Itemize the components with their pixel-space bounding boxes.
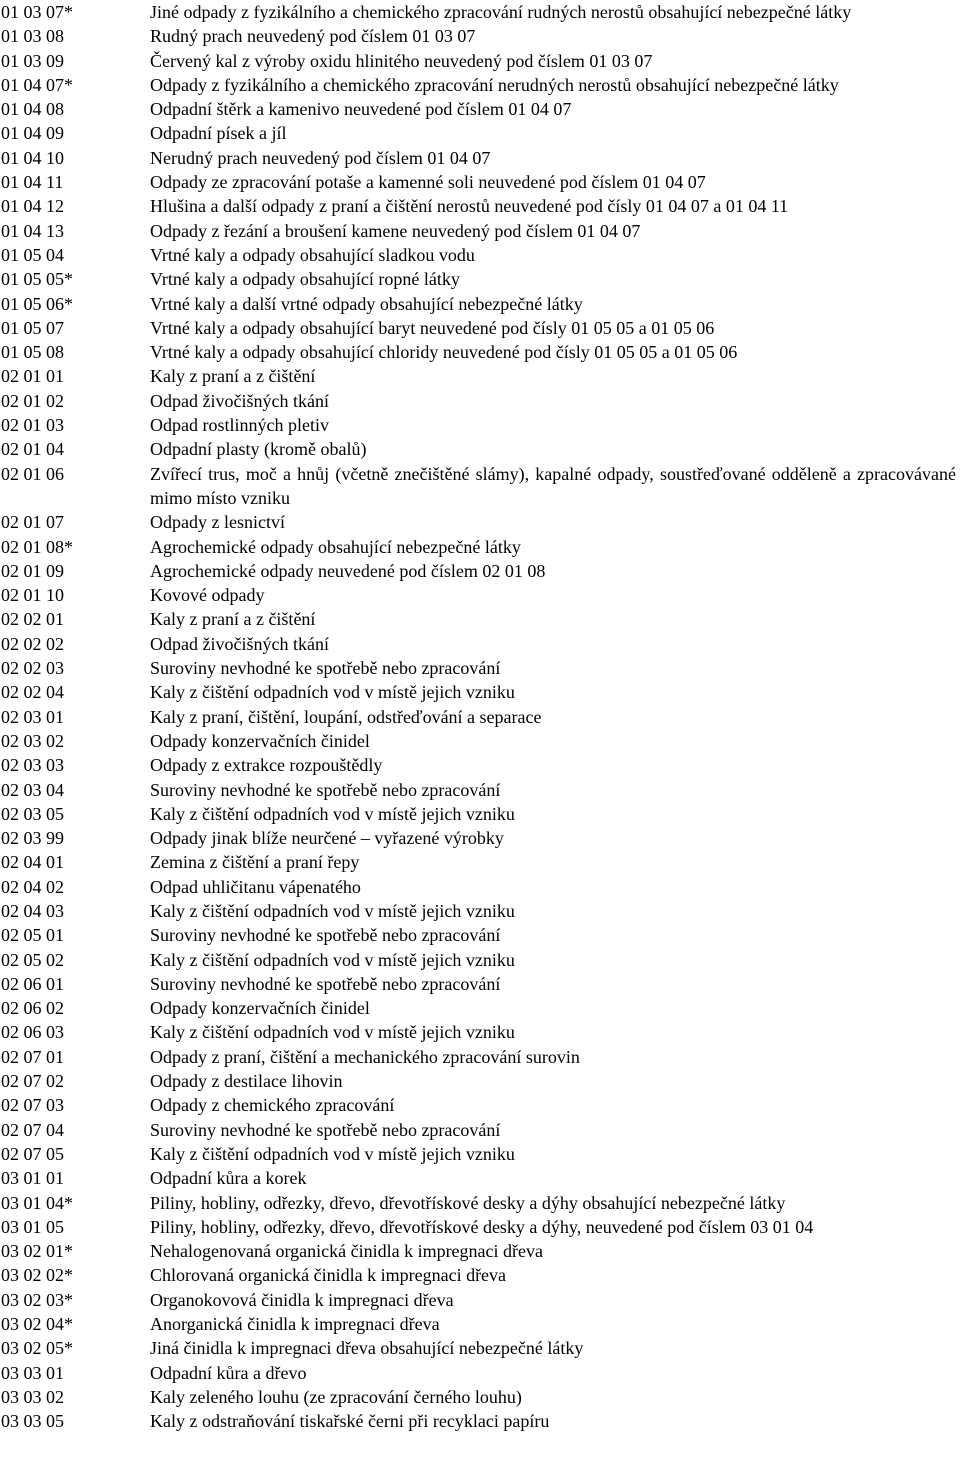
list-item (0, 1191, 960, 1215)
waste-description: Vrtné kaly a odpady obsahující chloridy neuvedené pod čísly 01 05 05 a 01 05 06 (150, 342, 738, 363)
waste-description: Kaly z čištění odpadních vod v místě jejich vzniku (150, 682, 515, 703)
waste-code: 02 03 02 (1, 730, 64, 751)
list-item (0, 1215, 960, 1239)
waste-code: 02 01 07 (1, 512, 64, 533)
waste-code: 02 03 03 (1, 755, 64, 776)
list-item (0, 1263, 960, 1287)
waste-description: Zemina z čištění a praní řepy (150, 852, 360, 873)
waste-code: 03 02 05* (1, 1338, 73, 1359)
waste-description: Suroviny nevhodné ke spotřebě nebo zpracování (150, 925, 501, 946)
list-item (0, 510, 960, 534)
waste-code: 02 01 04 (1, 439, 64, 460)
waste-description: Odpady z praní, čištění a mechanického zpracování surovin (150, 1046, 580, 1067)
list-item (0, 778, 960, 802)
waste-description: Odpady konzervačních činidel (150, 998, 370, 1019)
list-item (0, 413, 960, 437)
list-item (0, 462, 960, 511)
list-item (0, 243, 960, 267)
waste-code: 03 01 01 (1, 1168, 64, 1189)
waste-description: Odpad živočišných tkání (150, 390, 329, 411)
waste-code: 02 04 03 (1, 900, 64, 921)
list-item (0, 146, 960, 170)
waste-code: 03 03 01 (1, 1362, 64, 1383)
list-item (0, 121, 960, 145)
waste-code: 01 05 04 (1, 244, 64, 265)
list-item (0, 292, 960, 316)
list-item (0, 0, 960, 24)
list-item (0, 607, 960, 631)
list-item (0, 1288, 960, 1312)
list-item (0, 1385, 960, 1409)
waste-description: Suroviny nevhodné ke spotřebě nebo zpracování (150, 779, 501, 800)
waste-description: Suroviny nevhodné ke spotřebě nebo zpracování (150, 973, 501, 994)
waste-description: Červený kal z výroby oxidu hlinitého neuvedený pod číslem 01 03 07 (150, 50, 653, 71)
waste-description: Suroviny nevhodné ke spotřebě nebo zpracování (150, 658, 501, 679)
list-item (0, 1239, 960, 1263)
waste-description: Kaly z čištění odpadních vod v místě jejich vzniku (150, 803, 515, 824)
waste-code: 02 01 09 (1, 560, 64, 581)
list-item (0, 1361, 960, 1385)
waste-code: 01 05 05* (1, 269, 73, 290)
waste-description: Odpady z lesnictví (150, 512, 285, 533)
waste-code: 02 06 03 (1, 1022, 64, 1043)
list-item (0, 194, 960, 218)
waste-code: 02 01 03 (1, 415, 64, 436)
list-item (0, 632, 960, 656)
waste-description: Odpad živočišných tkání (150, 633, 329, 654)
waste-code: 02 03 01 (1, 706, 64, 727)
waste-description: Organokovová činidla k impregnaci dřeva (150, 1289, 454, 1310)
waste-description: Nerudný prach neuvedený pod číslem 01 04 07 (150, 147, 491, 168)
waste-code: 02 01 08* (1, 536, 73, 557)
waste-code: 02 03 99 (1, 828, 64, 849)
waste-code: 01 04 07* (1, 74, 73, 95)
list-item (0, 996, 960, 1020)
waste-description: Odpady konzervačních činidel (150, 730, 370, 751)
waste-description: Kaly z čištění odpadních vod v místě jejich vzniku (150, 1143, 515, 1164)
waste-description: Odpad uhličitanu vápenatého (150, 876, 361, 897)
waste-code: 02 03 04 (1, 779, 64, 800)
waste-description: Odpad rostlinných pletiv (150, 415, 329, 436)
list-item (0, 559, 960, 583)
waste-description: Kaly z čištění odpadních vod v místě jejich vzniku (150, 949, 515, 970)
list-item (0, 1069, 960, 1093)
list-item (0, 73, 960, 97)
list-item (0, 972, 960, 996)
waste-description: Vrtné kaly a odpady obsahující sladkou vodu (150, 244, 475, 265)
list-item (0, 656, 960, 680)
list-item (0, 753, 960, 777)
waste-description: Kaly z praní, čištění, loupání, odstřeďování a separace (150, 706, 542, 727)
waste-code: 01 04 09 (1, 123, 64, 144)
list-item (0, 1093, 960, 1117)
waste-code: 02 03 05 (1, 803, 64, 824)
waste-code: 02 04 01 (1, 852, 64, 873)
waste-description: Vrtné kaly a další vrtné odpady obsahující nebezpečné látky (150, 293, 583, 314)
list-item (0, 802, 960, 826)
waste-code: 01 05 08 (1, 342, 64, 363)
list-item (0, 850, 960, 874)
list-item (0, 1336, 960, 1360)
list-item (0, 1118, 960, 1142)
waste-description: Odpady z extrakce rozpouštědly (150, 755, 383, 776)
waste-description: Hlušina a další odpady z praní a čištění nerostů neuvedené pod čísly 01 04 07 a 01 04 11 (150, 196, 789, 217)
waste-description: Odpady z řezání a broušení kamene neuvedený pod číslem 01 04 07 (150, 220, 641, 241)
waste-description: Odpady z destilace lihovin (150, 1071, 343, 1092)
waste-code: 01 03 08 (1, 26, 64, 47)
list-item (0, 1020, 960, 1044)
waste-code: 01 03 09 (1, 50, 64, 71)
list-item (0, 875, 960, 899)
waste-code: 03 02 01* (1, 1241, 73, 1262)
waste-code: 01 05 07 (1, 317, 64, 338)
waste-description: Agrochemické odpady obsahující nebezpečné látky (150, 536, 521, 557)
waste-description: Kaly z praní a z čištění (150, 609, 316, 630)
waste-code: 02 06 02 (1, 998, 64, 1019)
waste-description: Rudný prach neuvedený pod číslem 01 03 07 (150, 26, 476, 47)
list-item (0, 705, 960, 729)
waste-code: 02 07 01 (1, 1046, 64, 1067)
waste-code: 02 07 03 (1, 1095, 64, 1116)
waste-code: 02 07 04 (1, 1119, 64, 1140)
waste-description: Odpady jinak blíže neurčené – vyřazené výrobky (150, 828, 504, 849)
list-item (0, 170, 960, 194)
waste-description: Odpadní kůra a dřevo (150, 1362, 307, 1383)
waste-description: Vrtné kaly a odpady obsahující baryt neuvedené pod čísly 01 05 05 a 01 05 06 (150, 317, 715, 338)
list-item (0, 583, 960, 607)
list-item (0, 389, 960, 413)
list-item (0, 923, 960, 947)
waste-description: Zvířecí trus, moč a hnůj (včetně znečištěné slámy), kapalné odpady, soustřeďované odděleně a zpracovávané mimo místo vzniku (150, 463, 956, 508)
waste-code: 01 05 06* (1, 293, 73, 314)
waste-description: Nehalogenovaná organická činidla k impregnaci dřeva (150, 1241, 544, 1262)
list-item (0, 49, 960, 73)
list-item (0, 1312, 960, 1336)
waste-description: Kovové odpady (150, 585, 265, 606)
waste-code: 02 05 02 (1, 949, 64, 970)
waste-code: 01 04 13 (1, 220, 64, 241)
waste-description: Piliny, hobliny, odřezky, dřevo, dřevotřískové desky a dýhy, neuvedené pod číslem 03 01 04 (150, 1216, 814, 1237)
list-item (0, 1166, 960, 1190)
waste-description: Kaly z praní a z čištění (150, 366, 316, 387)
list-item (0, 219, 960, 243)
waste-code: 01 04 12 (1, 196, 64, 217)
waste-code: 02 02 01 (1, 609, 64, 630)
waste-code: 02 06 01 (1, 973, 64, 994)
waste-code: 02 01 06 (1, 463, 64, 484)
list-item (0, 535, 960, 559)
waste-description: Suroviny nevhodné ke spotřebě nebo zpracování (150, 1119, 501, 1140)
waste-code: 02 01 01 (1, 366, 64, 387)
waste-code: 02 04 02 (1, 876, 64, 897)
list-item (0, 729, 960, 753)
waste-code: 01 04 08 (1, 99, 64, 120)
waste-code: 03 03 02 (1, 1386, 64, 1407)
waste-description: Odpadní štěrk a kamenivo neuvedené pod číslem 01 04 07 (150, 99, 572, 120)
waste-description: Odpady z chemického zpracování (150, 1095, 395, 1116)
waste-code: 02 01 02 (1, 390, 64, 411)
waste-code: 02 02 03 (1, 658, 64, 679)
waste-description: Kaly z odstraňování tiskařské černi při recyklaci papíru (150, 1411, 550, 1432)
waste-code: 02 02 04 (1, 682, 64, 703)
waste-description: Odpadní písek a jíl (150, 123, 287, 144)
waste-code: 02 05 01 (1, 925, 64, 946)
list-item (0, 948, 960, 972)
waste-description: Kaly z čištění odpadních vod v místě jejich vzniku (150, 900, 515, 921)
list-item (0, 1142, 960, 1166)
list-item (0, 340, 960, 364)
waste-code: 02 01 10 (1, 585, 64, 606)
waste-description: Jiné odpady z fyzikálního a chemického zpracování rudných nerostů obsahující nebezpečné látky (150, 2, 852, 22)
waste-description: Odpadní kůra a korek (150, 1168, 307, 1189)
waste-code: 03 01 05 (1, 1216, 64, 1237)
list-item (0, 97, 960, 121)
list-item (0, 1045, 960, 1069)
waste-description: Kaly zeleného louhu (ze zpracování černého louhu) (150, 1386, 522, 1407)
waste-code: 01 04 11 (1, 172, 64, 193)
waste-code: 02 07 05 (1, 1143, 64, 1164)
waste-code: 01 04 10 (1, 147, 64, 168)
waste-description: Piliny, hobliny, odřezky, dřevo, dřevotřískové desky a dýhy obsahující nebezpečné látky (150, 1192, 786, 1213)
list-item (0, 1409, 960, 1433)
list-item (0, 316, 960, 340)
waste-description: Kaly z čištění odpadních vod v místě jejich vzniku (150, 1022, 515, 1043)
waste-description: Vrtné kaly a odpady obsahující ropné látky (150, 269, 460, 290)
waste-code: 03 03 05 (1, 1411, 64, 1432)
list-item (0, 267, 960, 291)
list-item (0, 364, 960, 388)
waste-description: Odpady z fyzikálního a chemického zpracování nerudných nerostů obsahující nebezpečné látky (150, 74, 839, 95)
waste-description: Odpady ze zpracování potaše a kamenné soli neuvedené pod číslem 01 04 07 (150, 172, 706, 193)
list-item (0, 24, 960, 48)
list-item (0, 680, 960, 704)
waste-code: 03 02 04* (1, 1314, 73, 1335)
waste-code: 02 07 02 (1, 1071, 64, 1092)
list-item (0, 826, 960, 850)
waste-code: 02 02 02 (1, 633, 64, 654)
waste-code: 03 02 02* (1, 1265, 73, 1286)
waste-description: Agrochemické odpady neuvedené pod číslem 02 01 08 (150, 560, 546, 581)
waste-code: 03 02 03* (1, 1289, 73, 1310)
waste-code: 03 01 04* (1, 1192, 73, 1213)
waste-description: Jiná činidla k impregnaci dřeva obsahující nebezpečné látky (150, 1338, 584, 1359)
waste-code: 01 03 07* (1, 2, 73, 22)
list-item (0, 437, 960, 461)
waste-description: Chlorovaná organická činidla k impregnaci dřeva (150, 1265, 507, 1286)
list-item (0, 899, 960, 923)
waste-description: Anorganická činidla k impregnaci dřeva (150, 1314, 440, 1335)
waste-description: Odpadní plasty (kromě obalů) (150, 439, 367, 460)
